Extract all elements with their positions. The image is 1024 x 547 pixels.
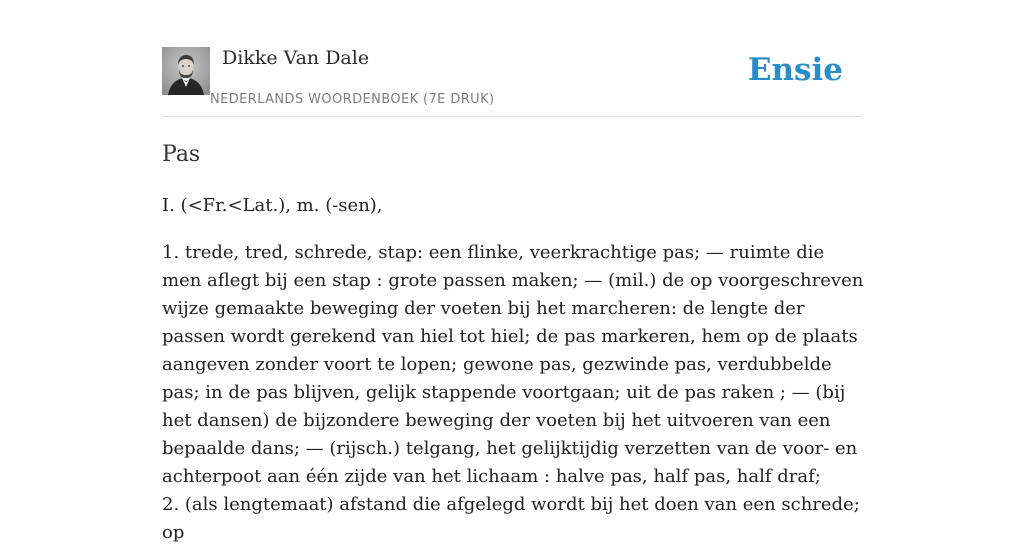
- entry-body: [162, 192, 867, 547]
- definition-1: 1. trede, tred, schrede, stap: een flinke, veerkrachtige pas; — ruimte die men aflegt bij een stap : grote passen maken; — (mil.) de op voorgeschreven wijze gemaakte beweging der voeten bij het marcheren: de lengte der passen wordt gerekend van hiel tot hiel; de pas markeren, hem op de plaats aangeven zonder voort te lopen; gewone pas, gezwinde pas, verdubbelde pas; in de pas blijven, gelijk stappende voortgaan; uit de pas raken ; — (bij het dansen) de bijzondere beweging der voeten bij het uitvoeren van een bepaalde dans; — (rijsch.) telgang, het gelijktijdig verzetten van de voor- en achterpoot aan één zijde van het lichaam : halve pas, half pas, half draf;: [162, 242, 864, 487]
- source-label[interactable]: NEDERLANDS WOORDENBOEK (7E DRUK): [210, 92, 495, 107]
- entry-title: Pas: [162, 142, 201, 167]
- portrait-icon: [162, 47, 210, 95]
- author-avatar[interactable]: [162, 47, 210, 95]
- etymology-line: I. (<Fr.<Lat.), m. (-sen),: [162, 195, 383, 216]
- definition-2: 2. (als lengtemaat) afstand die afgelegd wordt bij het doen van een schrede; op: [162, 494, 860, 543]
- ensie-logo[interactable]: Ensie: [747, 52, 843, 88]
- author-name[interactable]: Dikke Van Dale: [222, 47, 370, 69]
- entry-header: [162, 46, 862, 117]
